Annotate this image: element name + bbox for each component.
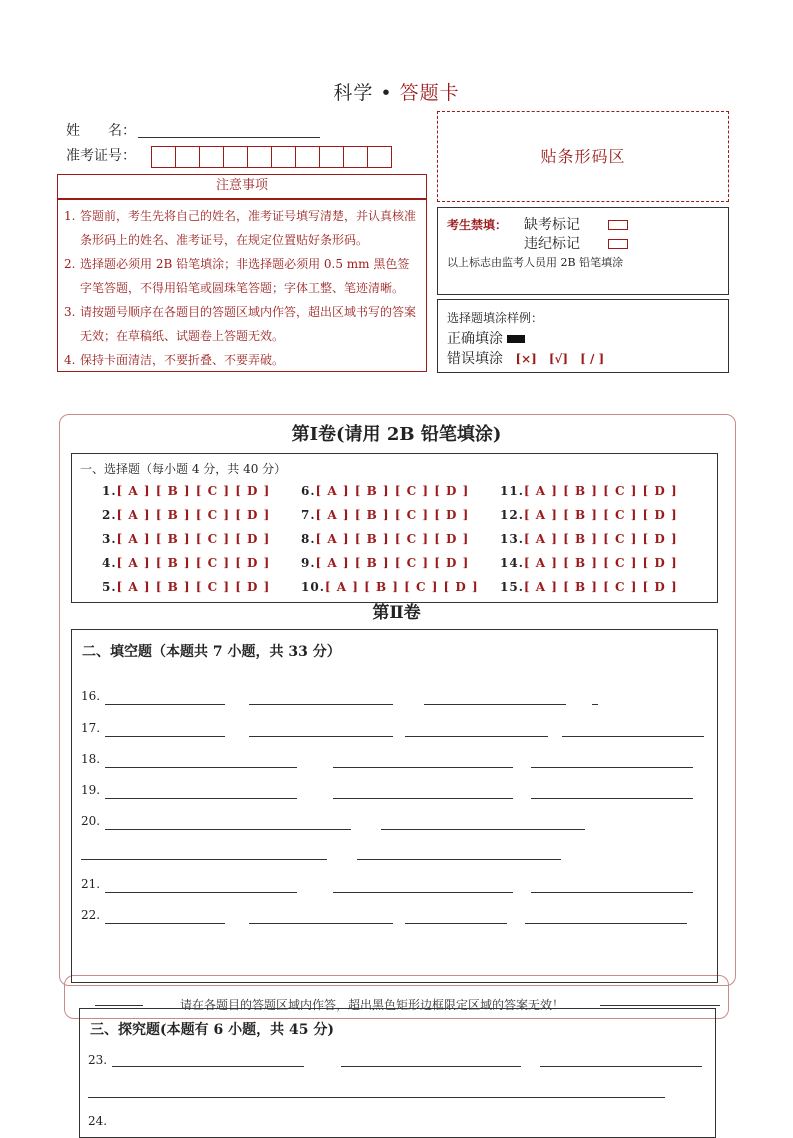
choice-options[interactable]: [ A ] [ B ] [ C ] [ D ] <box>116 508 271 522</box>
notice-item <box>64 300 420 348</box>
choice-question-1[interactable] <box>102 484 270 498</box>
volume-two-title: 第Ⅱ卷 <box>372 603 421 623</box>
id-label: 准考证号： <box>66 148 136 164</box>
question-23-label: 23. <box>88 1053 108 1067</box>
fill-answer-blank[interactable] <box>105 767 297 768</box>
fill-question-label: 18. <box>81 752 101 766</box>
notice-item-text: 保持卡面清洁，不要折叠、不要弄破。 <box>80 353 285 367</box>
choice-question-number: 9. <box>301 556 316 570</box>
fill-answer-blank[interactable] <box>381 829 585 830</box>
absent-label: 缺考标记 <box>524 217 580 233</box>
fill-answer-blank[interactable] <box>333 798 513 799</box>
choice-options[interactable]: [ A ] [ B ] [ C ] [ D ] <box>523 556 678 570</box>
choice-question-6[interactable] <box>301 484 469 498</box>
violation-label: 违纪标记 <box>524 236 580 252</box>
choice-question-4[interactable] <box>102 556 270 570</box>
sample-heading: 选择题填涂样例： <box>447 311 544 325</box>
explore-section-title: 三、探究题(本题有 6 小题，共 45 分) <box>90 1022 334 1038</box>
choice-question-number: 12. <box>500 508 524 522</box>
warning-rule-right <box>600 1005 720 1006</box>
fill-answer-blank[interactable] <box>105 798 297 799</box>
fill-answer-blank[interactable] <box>525 923 687 924</box>
fill-question-label: 22. <box>81 908 101 922</box>
choice-options[interactable]: [ A ] [ B ] [ C ] [ D ] <box>116 580 271 594</box>
notice-item-text: 请按题号顺序在各题目的答题区域内作答，超出区域书写的答案无效；在草稿纸、试题卷上答题无效。 <box>80 305 417 343</box>
choice-question-15[interactable] <box>500 580 678 594</box>
question-24-label: 24. <box>88 1114 108 1128</box>
fill-question-label: 21. <box>81 877 101 891</box>
choice-section-box <box>71 453 718 603</box>
notice-item-number: 3. <box>64 305 76 319</box>
warning-text: 请在各题目的答题区域内作答，超出黑色矩形边框限定区域的答案无效！ <box>180 998 565 1012</box>
sample-wrong-text: 错误填涂 <box>447 351 503 367</box>
fill-answer-blank[interactable] <box>105 923 225 924</box>
forbidden-note: 以上标志由监考人员用 2B 铅笔填涂 <box>447 256 624 269</box>
choice-question-number: 13. <box>500 532 524 546</box>
fill-answer-blank[interactable] <box>249 736 393 737</box>
choice-question-8[interactable] <box>301 532 469 546</box>
fill-answer-blank[interactable] <box>531 892 693 893</box>
choice-question-2[interactable] <box>102 508 270 522</box>
choice-options[interactable]: [ A ] [ B ] [ C ] [ D ] <box>523 532 678 546</box>
choice-question-13[interactable] <box>500 532 678 546</box>
id-number-boxes[interactable] <box>151 146 391 168</box>
barcode-area <box>437 111 729 202</box>
sample-box <box>437 299 729 373</box>
notice-item-text: 答题前，考生先将自己的姓名，准考证号填写清楚，并认真核准条形码上的姓名、准考证号，在规定位置贴好条形码。 <box>80 209 417 247</box>
fill-answer-blank[interactable] <box>531 798 693 799</box>
fill-answer-blank[interactable] <box>531 767 693 768</box>
notice-item <box>64 204 420 252</box>
choice-options[interactable]: [ A ] [ B ] [ C ] [ D ] <box>523 508 678 522</box>
page-title <box>0 78 793 105</box>
choice-section-title: 一、选择题（每小题 4 分，共 40 分） <box>80 462 287 476</box>
notice-item-number: 2. <box>64 257 76 271</box>
notice-item-text: 选择题必须用 2B 铅笔填涂；非选择题必须用 0.5 mm 黑色签字笔答题，不得用铅笔或圆珠笔答题；字体工整、笔迹清晰。 <box>80 257 410 295</box>
notice-item-number: 4. <box>64 353 76 367</box>
sample-correct-label <box>447 328 525 348</box>
notice-item <box>64 348 420 372</box>
warning-rule-left <box>95 1005 143 1006</box>
sample-correct-fill <box>507 335 525 343</box>
choice-options[interactable]: [ A ] [ B ] [ C ] [ D ] <box>116 484 271 498</box>
name-field[interactable] <box>138 137 320 138</box>
choice-options[interactable]: [ A ] [ B ] [ C ] [ D ] <box>116 532 271 546</box>
choice-question-number: 2. <box>102 508 117 522</box>
fill-question-label: 17. <box>81 721 101 735</box>
fill-answer-blank[interactable] <box>105 736 225 737</box>
choice-question-number: 14. <box>500 556 524 570</box>
notice-item <box>64 252 420 300</box>
choice-question-12[interactable] <box>500 508 678 522</box>
choice-question-number: 10. <box>301 580 325 594</box>
fill-question-label: 19. <box>81 783 101 797</box>
fill-answer-blank[interactable] <box>333 767 513 768</box>
notice-box <box>57 199 427 372</box>
fill-answer-blank[interactable] <box>424 704 566 705</box>
fill-answer-blank[interactable] <box>105 829 351 830</box>
notice-list <box>58 200 426 372</box>
choice-question-10[interactable] <box>301 580 479 594</box>
fill-answer-blank[interactable] <box>357 859 561 860</box>
choice-question-number: 8. <box>301 532 316 546</box>
absent-mark-box[interactable] <box>608 220 628 230</box>
volume-one-title: 第Ⅰ卷(请用 2B 铅笔填涂) <box>291 424 502 445</box>
fill-question-label: 20. <box>81 814 101 828</box>
choice-options[interactable]: [ A ] [ B ] [ C ] [ D ] <box>315 508 470 522</box>
choice-question-11[interactable] <box>500 484 678 498</box>
barcode-label: 贴条形码区 <box>540 147 626 166</box>
choice-options[interactable]: [ A ] [ B ] [ C ] [ D ] <box>315 556 470 570</box>
choice-question-number: 7. <box>301 508 316 522</box>
notice-heading-box <box>57 174 427 199</box>
choice-question-5[interactable] <box>102 580 270 594</box>
choice-options[interactable]: [ A ] [ B ] [ C ] [ D ] <box>315 532 470 546</box>
choice-options[interactable]: [ A ] [ B ] [ C ] [ D ] <box>523 484 678 498</box>
choice-question-number: 15. <box>500 580 524 594</box>
choice-question-7[interactable] <box>301 508 469 522</box>
fill-answer-blank[interactable] <box>249 704 393 705</box>
answer-23-blank-3[interactable] <box>540 1066 702 1067</box>
fill-answer-blank[interactable] <box>81 859 327 860</box>
title-subject: 科学 • <box>333 82 400 104</box>
fill-answer-blank[interactable] <box>105 892 297 893</box>
violation-mark-box[interactable] <box>608 239 628 249</box>
answer-23-blank-4[interactable] <box>88 1097 665 1098</box>
choice-question-9[interactable] <box>301 556 469 570</box>
answer-23-blank-1[interactable] <box>112 1066 304 1067</box>
fill-answer-blank[interactable] <box>562 736 704 737</box>
fill-section-title: 二、填空题（本题共 7 小题，共 33 分） <box>82 644 341 660</box>
choice-question-number: 11. <box>500 484 524 498</box>
forbidden-label: 考生禁填： <box>447 218 508 232</box>
fill-question-label: 16. <box>81 689 101 703</box>
choice-options[interactable]: [ A ] [ B ] [ C ] [ D ] <box>315 484 470 498</box>
choice-question-number: 4. <box>102 556 117 570</box>
fill-answer-blank[interactable] <box>405 923 507 924</box>
notice-heading: 注意事项 <box>215 178 268 193</box>
notice-item-number: 1. <box>64 209 76 223</box>
fill-answer-blank[interactable] <box>105 704 225 705</box>
choice-options[interactable]: [ A ] [ B ] [ C ] [ D ] <box>523 580 678 594</box>
choice-question-number: 6. <box>301 484 316 498</box>
choice-question-number: 5. <box>102 580 117 594</box>
choice-question-14[interactable] <box>500 556 678 570</box>
choice-question-number: 3. <box>102 532 117 546</box>
explore-section-box <box>79 1008 716 1138</box>
choice-options[interactable]: [ A ] [ B ] [ C ] [ D ] <box>116 556 271 570</box>
choice-options[interactable]: [ A ] [ B ] [ C ] [ D ] <box>324 580 479 594</box>
sample-wrong-marks: [×] [√] [ / ] <box>515 352 605 366</box>
fill-section-box <box>71 629 718 983</box>
choice-question-number: 1. <box>102 484 117 498</box>
fill-answer-blank[interactable] <box>333 892 513 893</box>
fill-answer-blank[interactable] <box>405 736 548 737</box>
sample-correct-text: 正确填涂 <box>447 331 503 347</box>
choice-question-3[interactable] <box>102 532 270 546</box>
fill-answer-blank[interactable] <box>592 704 598 705</box>
name-label: 姓 名： <box>66 123 136 139</box>
title-card: 答题卡 <box>399 82 460 104</box>
answer-23-blank-2[interactable] <box>341 1066 521 1067</box>
fill-answer-blank[interactable] <box>249 923 393 924</box>
sample-wrong-label <box>447 348 604 368</box>
forbidden-box <box>437 207 729 295</box>
